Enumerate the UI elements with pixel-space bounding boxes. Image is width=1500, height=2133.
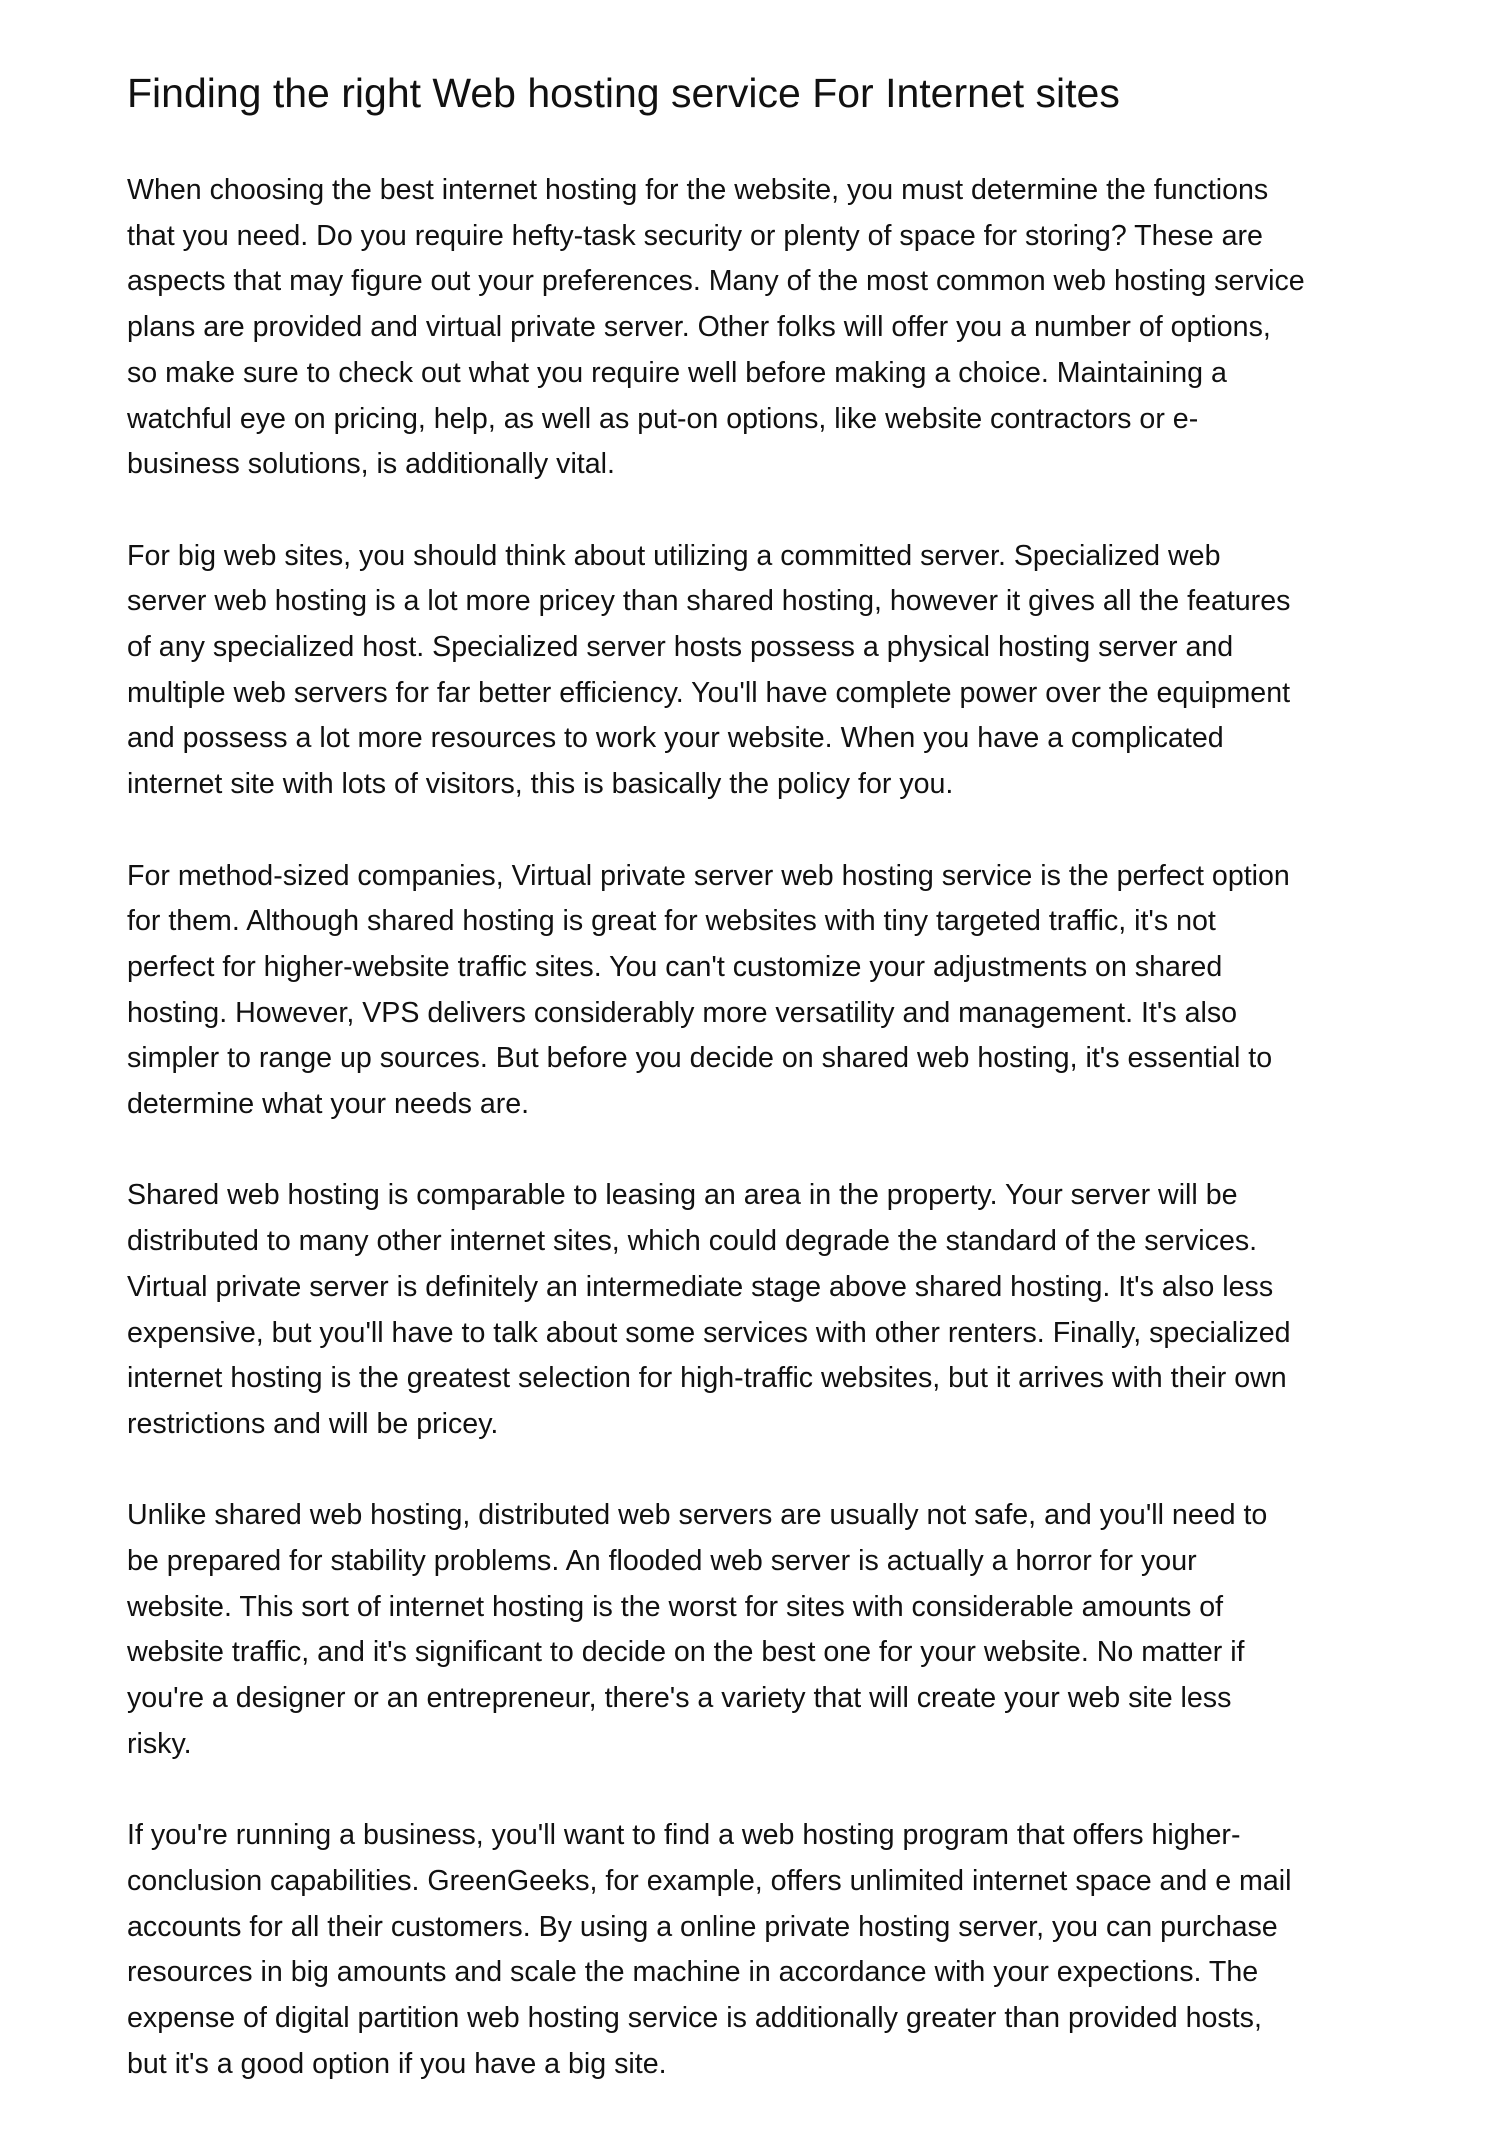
text-line: perfect for higher-website traffic sites. You can't customize your adjustments on shared <box>127 950 1223 983</box>
text-line: but it's a good option if you have a big site. <box>127 2047 667 2080</box>
text-line: that you need. Do you require hefty-task security or plenty of space for storing? These are <box>127 219 1263 252</box>
text-line: accounts for all their customers. By using a online private hosting server, you can purchase <box>127 1910 1278 1943</box>
text-line: so make sure to check out what you require well before making a choice. Maintaining a <box>127 356 1227 389</box>
text-line: business solutions, is additionally vital. <box>127 448 615 481</box>
text-line: risky. <box>127 1727 192 1760</box>
text-line: conclusion capabilities. GreenGeeks, for example, offers unlimited internet space and e mail <box>127 1864 1292 1897</box>
text-line: simpler to range up sources. But before you decide on shared web hosting, it's essential to <box>127 1042 1273 1075</box>
paragraph <box>127 534 1305 808</box>
paragraph <box>127 168 1305 488</box>
text-line: Unlike shared web hosting, distributed web servers are usually not safe, and you'll need to <box>127 1499 1268 1532</box>
text-line: server web hosting is a lot more pricey than shared hosting, however it gives all the features <box>127 585 1291 618</box>
text-line: be prepared for stability problems. An flooded web server is actually a horror for your <box>127 1545 1197 1578</box>
text-line: Shared web hosting is comparable to leasing an area in the property. Your server will be <box>127 1179 1238 1212</box>
paragraph <box>127 854 1305 1128</box>
text-line: internet site with lots of visitors, this is basically the policy for you. <box>127 768 954 801</box>
paragraph <box>127 1493 1305 1767</box>
text-line: For method-sized companies, Virtual private server web hosting service is the perfect option <box>127 859 1290 892</box>
page-title: Finding the right Web hosting service For Internet sites <box>127 70 1120 116</box>
text-line: and possess a lot more resources to work your website. When you have a complicated <box>127 722 1224 755</box>
text-line: website. This sort of internet hosting is the worst for sites with considerable amounts of <box>127 1590 1224 1623</box>
text-line: you're a designer or an entrepreneur, there's a variety that will create your web site less <box>127 1682 1232 1715</box>
text-line: plans are provided and virtual private server. Other folks will offer you a number of options, <box>127 311 1271 344</box>
text-line: for them. Although shared hosting is great for websites with tiny targeted traffic, it's not <box>127 905 1216 938</box>
text-line: internet hosting is the greatest selection for high-traffic websites, but it arrives with their own <box>127 1362 1287 1395</box>
text-line: resources in big amounts and scale the machine in accordance with your expections. The <box>127 1956 1259 1989</box>
text-line: watchful eye on pricing, help, as well as put-on options, like website contractors or e- <box>127 402 1199 435</box>
text-line: For big web sites, you should think about utilizing a committed server. Specialized web <box>127 539 1221 572</box>
document-body <box>127 168 1305 2133</box>
text-line: restrictions and will be pricey. <box>127 1407 499 1440</box>
text-line: hosting. However, VPS delivers considerably more versatility and management. It's also <box>127 996 1238 1029</box>
text-line: If you're running a business, you'll want to find a web hosting program that offers higher- <box>127 1819 1241 1852</box>
text-line: website traffic, and it's significant to decide on the best one for your website. No matter if <box>127 1636 1245 1669</box>
text-line: distributed to many other internet sites, which could degrade the standard of the services. <box>127 1225 1258 1258</box>
text-line: determine what your needs are. <box>127 1088 530 1121</box>
text-line: of any specialized host. Specialized server hosts possess a physical hosting server and <box>127 631 1234 664</box>
text-line: expense of digital partition web hosting service is additionally greater than provided hosts, <box>127 2002 1262 2035</box>
text-line: Virtual private server is definitely an intermediate stage above shared hosting. It's also less <box>127 1270 1274 1303</box>
paragraph <box>127 1173 1305 1447</box>
text-line: multiple web servers for far better efficiency. You'll have complete power over the equipment <box>127 676 1291 709</box>
text-line: aspects that may figure out your preferences. Many of the most common web hosting service <box>127 265 1305 298</box>
paragraph <box>127 1813 1305 2087</box>
text-line: expensive, but you'll have to talk about some services with other renters. Finally, specialized <box>127 1316 1291 1349</box>
text-line: When choosing the best internet hosting for the website, you must determine the functions <box>127 174 1269 206</box>
